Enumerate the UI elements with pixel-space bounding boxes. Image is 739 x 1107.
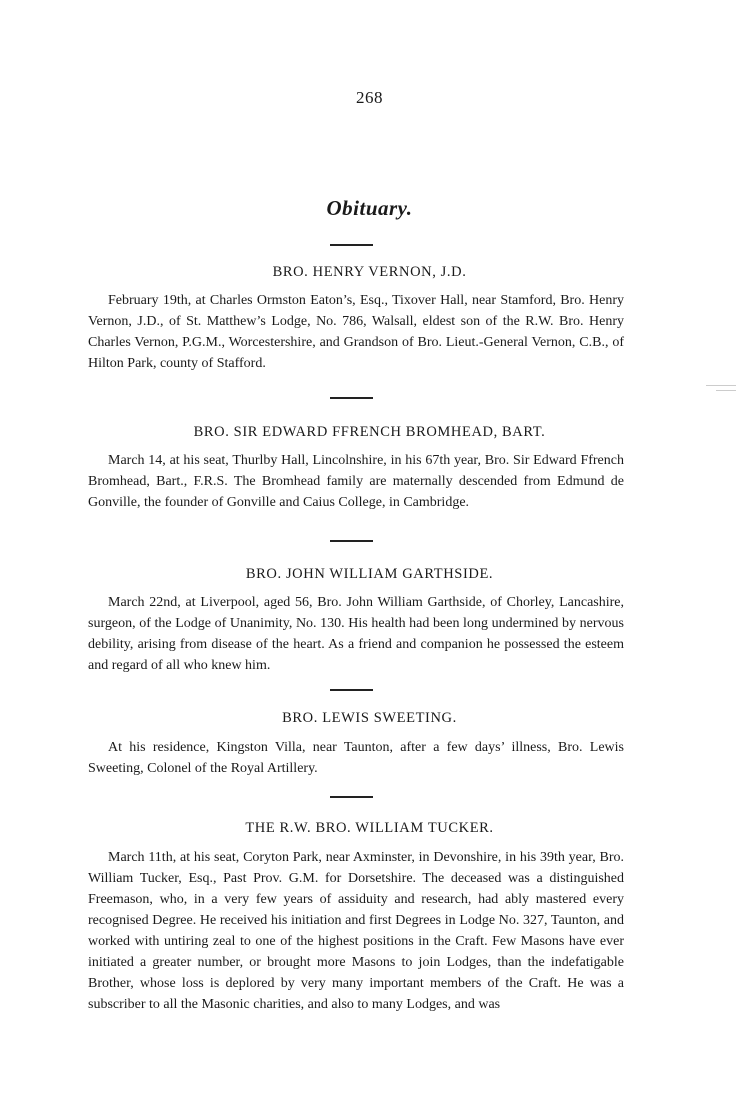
page-number: 268 (356, 88, 383, 107)
divider-rule (330, 244, 373, 246)
obituary-heading: BRO. JOHN WILLIAM GARTHSIDE. (245, 566, 494, 582)
obituary-heading: BRO. SIR EDWARD FFRENCH BROMHEAD, BART. (193, 424, 546, 440)
divider-rule (330, 397, 373, 399)
divider-rule (330, 540, 373, 542)
obituary-text: March 14, at his seat, Thurlby Hall, Lincolnshire, in his 67th year, Bro. Sir Edward Ffrench Bromhead, Bart., F.R.S. The Bromhead family are maternally descended from Edmund de Gonville, the founder of Gonville and Caius College, in Cambridge. (88, 453, 624, 510)
obituary-text: March 11th, at his seat, Coryton Park, near Axminster, in Devonshire, in his 39th year, Bro. William Tucker, Esq., Past Prov. G.M. for Dorsetshire. The deceased was a distinguished Freemason, who, in a very few years of assiduity and research, had ably mastered every recognised Degree. He received his initiation and first Degrees in Lodge No. 327, Taunton, and worked with untiring zeal to one of the highest positions in the Craft. Few Masons have ever initiated a greater number, or brought more Masons to join Lodges, than the indefatigable Brother, whose loss is deplored by very many important members of the Craft. He was a subscriber to all the Masonic charities, and also to many Lodges, and was (88, 850, 624, 1012)
obituary-text: March 22nd, at Liverpool, aged 56, Bro. John William Garthside, of Chorley, Lancashire, surgeon, of the Lodge of Unanimity, No. 130. His health had been long undermined by nervous debility, arising from disease of the heart. As a friend and companion he possessed the esteem and regard of all who knew him. (88, 595, 624, 673)
obituary-heading: BRO. LEWIS SWEETING. (282, 710, 457, 726)
divider-rule (330, 689, 373, 691)
obituary-text: At his residence, Kingston Villa, near Taunton, after a few days’ illness, Bro. Lewis Sweeting, Colonel of the Royal Artillery. (88, 740, 624, 776)
obituary-heading: BRO. HENRY VERNON, J.D. (272, 264, 467, 280)
divider-rule (330, 796, 373, 798)
obituary-text: February 19th, at Charles Ormston Eaton’s, Esq., Tixover Hall, near Stamford, Bro. Henry Vernon, J.D., of St. Matthew’s Lodge, No. 786, Walsall, eldest son of the R.W. Bro. Henry Charles Vernon, P.G.M., Worcestershire, and Grandson of Bro. Lieut.-General Vernon, C.B., of Hilton Park, county of Stafford. (88, 293, 624, 371)
obituary-heading: THE R.W. BRO. WILLIAM TUCKER. (245, 820, 494, 836)
section-title: Obituary. (326, 196, 413, 220)
scan-mark (706, 385, 736, 386)
scan-mark (716, 390, 736, 391)
